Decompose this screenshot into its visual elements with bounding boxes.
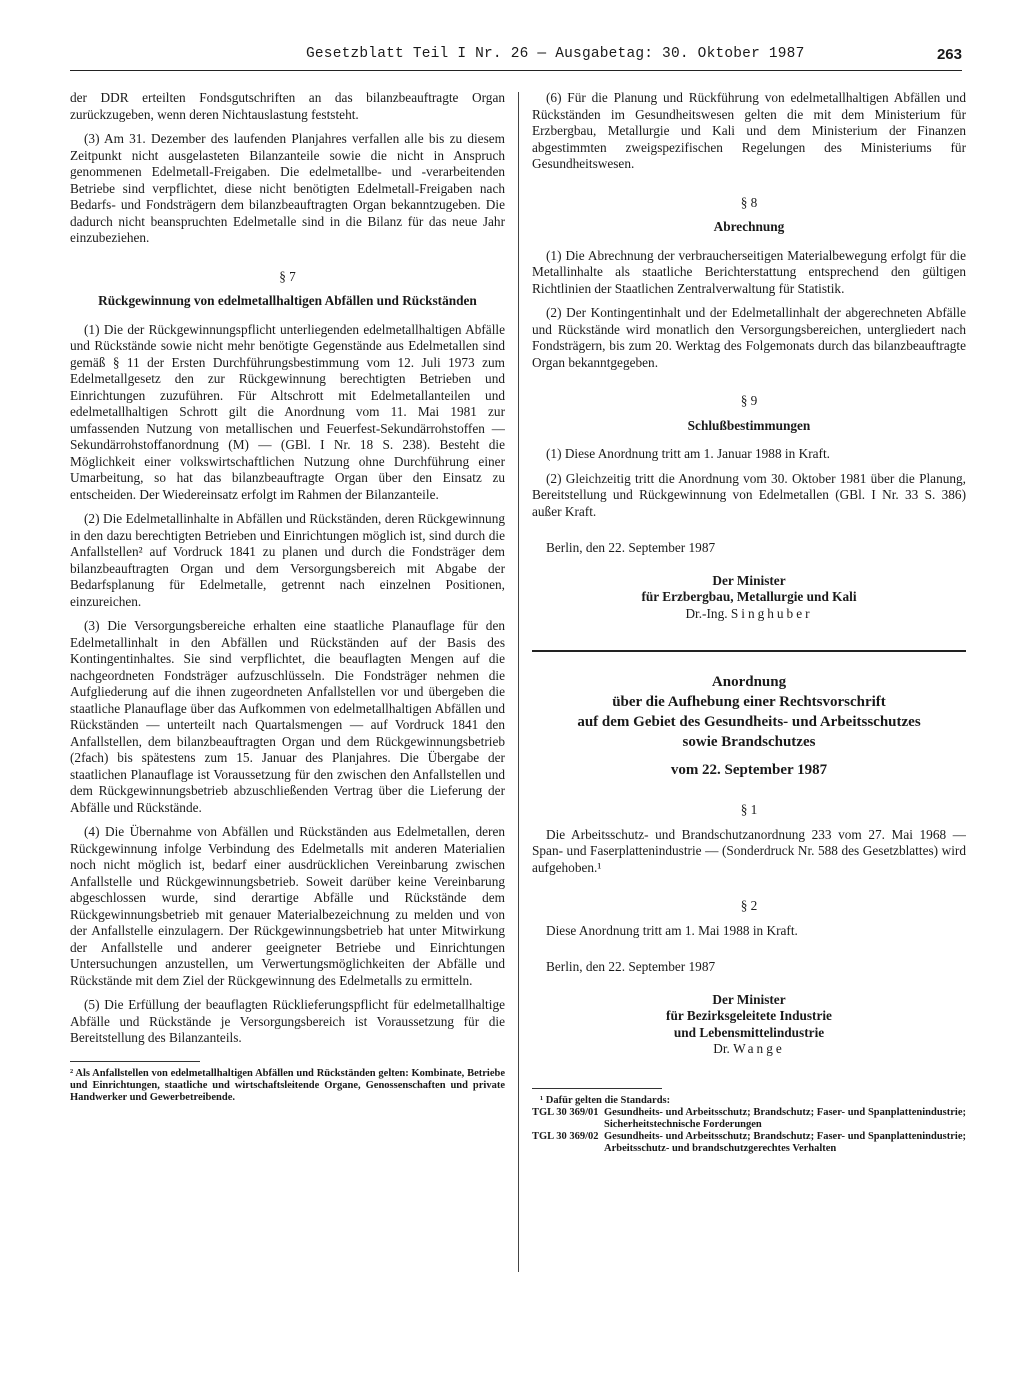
header-title: Gesetzblatt Teil I Nr. 26 — Ausgabetag: 30. Oktober 1987 [306, 46, 805, 62]
signatory-2-ministry-2: und Lebensmittelindustrie [673, 1024, 825, 1040]
standard-text-2: Gesundheits- und Arbeitsschutz; Brandschutz; Faser- und Spanplattenindustrie; Arbeitsschutz- und brandschutzgerechtes Verhalten [604, 1130, 966, 1154]
paragraph-8-1: (1) Die Abrechnung der verbraucherseitigen Materialbewegung erfolgt für die Metallinhalte als staatliche Berichterstattung entsprechend den gültigen Richtlinien der Staatlichen Zentralverwaltung für Statistik. [532, 247, 966, 296]
footnote-separator [70, 1061, 200, 1062]
signatory-1-name: Singhuber [730, 605, 813, 621]
signatory-1-name-line [532, 606, 966, 623]
signatory-1-title: Der Minister [712, 572, 786, 588]
ordinance-title-3: auf dem Gebiet des Gesundheits- und Arbeitsschutzes [577, 714, 921, 730]
section-7-title: Rückgewinnung von edelmetallhaltigen Abfällen und Rückständen [98, 293, 477, 308]
ordinance-title-1: Anordnung [711, 674, 787, 690]
ordinance-paragraph-1: Die Arbeitsschutz- und Brandschutzanordnung 233 vom 27. Mai 1968 — Span- und Faserplattenindustrie — (Sonderdruck Nr. 588 des Gesetzblattes) wird aufgehoben.¹ [532, 826, 966, 875]
column-divider [518, 92, 519, 1272]
signatory-2-title: Der Minister [712, 991, 786, 1007]
paragraph-8-2: (2) Der Kontingentinhalt und der Edelmetallinhalt der abgerechneten Abfälle und Rückstände wird monatlich den Versorgungsbereichen, untergliedert nach Fondsträgern, bis zum 20. Werktag des Folgemonats durch das bilanzbeauftragte Organ bekanntgegeben. [532, 305, 966, 370]
paragraph-7-6: (6) Für die Planung und Rückführung von edelmetallhaltigen Abfällen und Rückständen im Gesundheitswesen gelten die mit dem Ministerium für Erzbergbau, Metallurgie und Kali und dem Ministerium der Finanzen abgestimmten zweigspezifischen Regelungen des Ministeriums für Gesundheitswesen. [532, 90, 966, 171]
footnote-separator-right [532, 1088, 662, 1089]
ordinance-section-1-heading: § 1 [740, 802, 758, 817]
signatory-2-name: Wange [733, 1041, 785, 1056]
section-8-title: Abrechnung [713, 219, 785, 234]
section-9-heading: § 9 [740, 393, 758, 408]
signatory-2-ministry-1: für Bezirksgeleitete Industrie [666, 1008, 832, 1023]
ordinance-title-2: über die Aufhebung einer Rechtsvorschrift [612, 694, 886, 710]
ordinance-paragraph-2: Diese Anordnung tritt am 1. Mai 1988 in Kraft. [546, 922, 798, 938]
footnote-1-standard-2 [532, 1131, 966, 1155]
signatory-1-prefix: Dr.-Ing. [685, 605, 728, 621]
right-column [532, 90, 966, 1360]
paragraph-9-2: (2) Gleichzeitig tritt die Anordnung vom 30. Oktober 1981 über die Planung, Bereitstellung und Rückgewinnung von Edelmetallen (GBl. I Nr. 33 S. 386) außer Kraft. [532, 470, 966, 519]
standard-code-2: TGL 30 369/02 [532, 1130, 599, 1142]
page-number: 263 [936, 46, 962, 63]
signatory-2-prefix: Dr. [713, 1041, 730, 1056]
footnote-2: ² Als Anfallstellen von edelmetallhaltigen Abfällen und Rückständen gelten: Kombinate, Betriebe und Einrichtungen, staatliche und wirtschaftsleitende Organe, Genossenschaften und private Handwerker und Gewerbetreibende. [70, 1067, 505, 1103]
paragraph-9-1: (1) Diese Anordnung tritt am 1. Januar 1988 in Kraft. [546, 446, 830, 461]
footnote-1-standard-1 [532, 1107, 966, 1131]
paragraph-continued: der DDR erteilten Fondsgutschriften an das bilanzbeauftragte Organ zurückzugeben, wenn deren Nichtauslastung feststeht. [70, 90, 505, 122]
ordinance-date: vom 22. September 1987 [670, 762, 828, 778]
footnote-1-intro: ¹ Dafür gelten die Standards: [540, 1094, 671, 1106]
signatory-1-ministry: für Erzbergbau, Metallurgie und Kali [641, 589, 857, 604]
paragraph-7-4: (4) Die Übernahme von Abfällen und Rückständen aus Edelmetallen, deren Rückgewinnung infolge Verbindung des Edelmetalls mit anderen Materialien noch nicht möglich ist, bedarf einer ausdrücklichen Vereinbarung zwischen Anfallstelle und Rückgewinnungsbetrieb. Soweit darüber keine Vereinbarung abgeschlossen wurde, sind derartige Abfälle und Rückstände dem Rückgewinnungsbetrieb mit genauer Materialbezeichnung zu melden und von der Anfallstelle einzulagern. Der Rückgewinnungsbetrieb hat unter Mitwirkung der Anfallstelle und anderer geeigneter Betriebe und Einrichtungen Untersuchungen anzustellen, um Verwertungsmöglichkeiten der Abfälle und Rückstände mit dem Ziel der Rückgewinnung des Edelmetalls zu ermitteln. [70, 824, 505, 988]
section-7-heading: § 7 [279, 268, 296, 284]
standard-code-1: TGL 30 369/01 [532, 1106, 599, 1118]
signatory-2-name-line [532, 1041, 966, 1058]
paragraph-7-1: (1) Die der Rückgewinnungspflicht unterliegenden edelmetallhaltigen Abfälle und Rückstände sowie nicht mehr benötigte Gegenstände aus Edelmetallen sind gemäß § 11 der Ersten Durchführungsbestimmung vom 12. Juli 1973 zum Edelmetallgesetz den zur Rückgewinnung berechtigten Betrieben und Einrichtungen zuzuführen. Für Altschrott mit Edelmetallanteilen und edelmetallhaltigen Schrott gilt die Anordnung vom 11. Mai 1981 zur umfassenden Nutzung von metallischen und Feuerfest-Sekundärrohstoffen — Sekundärrohstoffanordnung (M) — (GBl. I Nr. 18 S. 238). Besteht die Möglichkeit einer volkswirtschaftlichen Nutzung ohne Durchführung einer Umarbeitung, so hat das bilanzbeauftragte Organ über den Einsatz zu entscheiden. Der Wiedereinsatz erfolgt im Rahmen der Bilanzanteile. [70, 321, 505, 502]
ordinance-section-2-heading: § 2 [740, 898, 758, 913]
standard-text-1: Gesundheits- und Arbeitsschutz; Brandschutz; Faser- und Spanplattenindustrie; Sicherheitstechnische Forderungen [604, 1106, 966, 1130]
section-8-heading: § 8 [740, 194, 758, 210]
section-9-title: Schlußbestimmungen [687, 417, 811, 433]
paragraph-6-3: (3) Am 31. Dezember des laufenden Planjahres verfallen alle bis zu diesem Zeitpunkt nicht ausgelasteten Bilanzanteile sowie die nicht in Anspruch genommenen Edelmetall-Freigaben. Die edelmetallbe- und -verarbeitenden Betriebe sind verpflichtet, diese nicht benötigten Edelmetall-Freigaben nach Bedarfs- und Fondsträgern dem bilanzbeauftragten Organ bekanntzugeben. Die dadurch nicht beanspruchten Edelmetalle sind in die Bilanz für das neue Jahr einzubeziehen. [70, 131, 505, 245]
section-separator-rule [532, 650, 966, 652]
signing-date-1: Berlin, den 22. September 1987 [546, 540, 716, 555]
left-column [70, 90, 505, 1360]
paragraph-7-5: (5) Die Erfüllung der beauflagten Rücklieferungspflicht für edelmetallhaltige Abfälle und Rückstände je Versorgungsbereich ist Voraussetzung für die Bereitstellung des Bilanzanteils. [70, 997, 505, 1045]
paragraph-7-3: (3) Die Versorgungsbereiche erhalten eine staatliche Planauflage für den Edelmetallinhalt in den Abfällen und Rückständen auf der Basis des Kontingentinhaltes. Sie sind verpflichtet, die beauflagten Mengen auf die nachgeordneten Fondsträger aufzuschlüsseln. Die Fondsträger nehmen die Aufgliederung auf die ihnen zugeordneten Anfallstellen vor und übergeben die staatliche Planauflage über das Aufkommen von edelmetallhaltigen Abfällen und Rückständen — unterteilt nach Quartalsmengen — auf Vordruck 1841 den Anfallstellen, dem bilanzbeauftragten Organ und dem Rückgewinnungsbetrieb (2fach) bis spätestens zum 15. Januar des Planjahres. Die Übergabe der staatlichen Planauflage ist Voraussetzung für den zwischen den Anfallstellen und dem Rückgewinnungsbetrieb abzuschließenden Vertrag über die Lieferung der Abfälle und Rückstände. [70, 618, 505, 815]
ordinance-title-4: sowie Brandschutzes [682, 734, 816, 750]
page-header [70, 46, 962, 71]
paragraph-7-2: (2) Die Edelmetallinhalte in Abfällen und Rückständen, deren Rückgewinnung in den dazu berechtigten Betrieben und Einrichtungen möglich ist, sind durch die Anfallstellen² auf Vordruck 1841 zu planen und durch die Fondsträger dem bilanzbeauftragten Organ und dem Versorgungsbereich mit Abgabe der Bedarfsplanung für Edelmetalle, getrennt nach einzelnen Positionen, einzureichen. [70, 511, 505, 609]
signing-date-2: Berlin, den 22. September 1987 [546, 959, 716, 974]
